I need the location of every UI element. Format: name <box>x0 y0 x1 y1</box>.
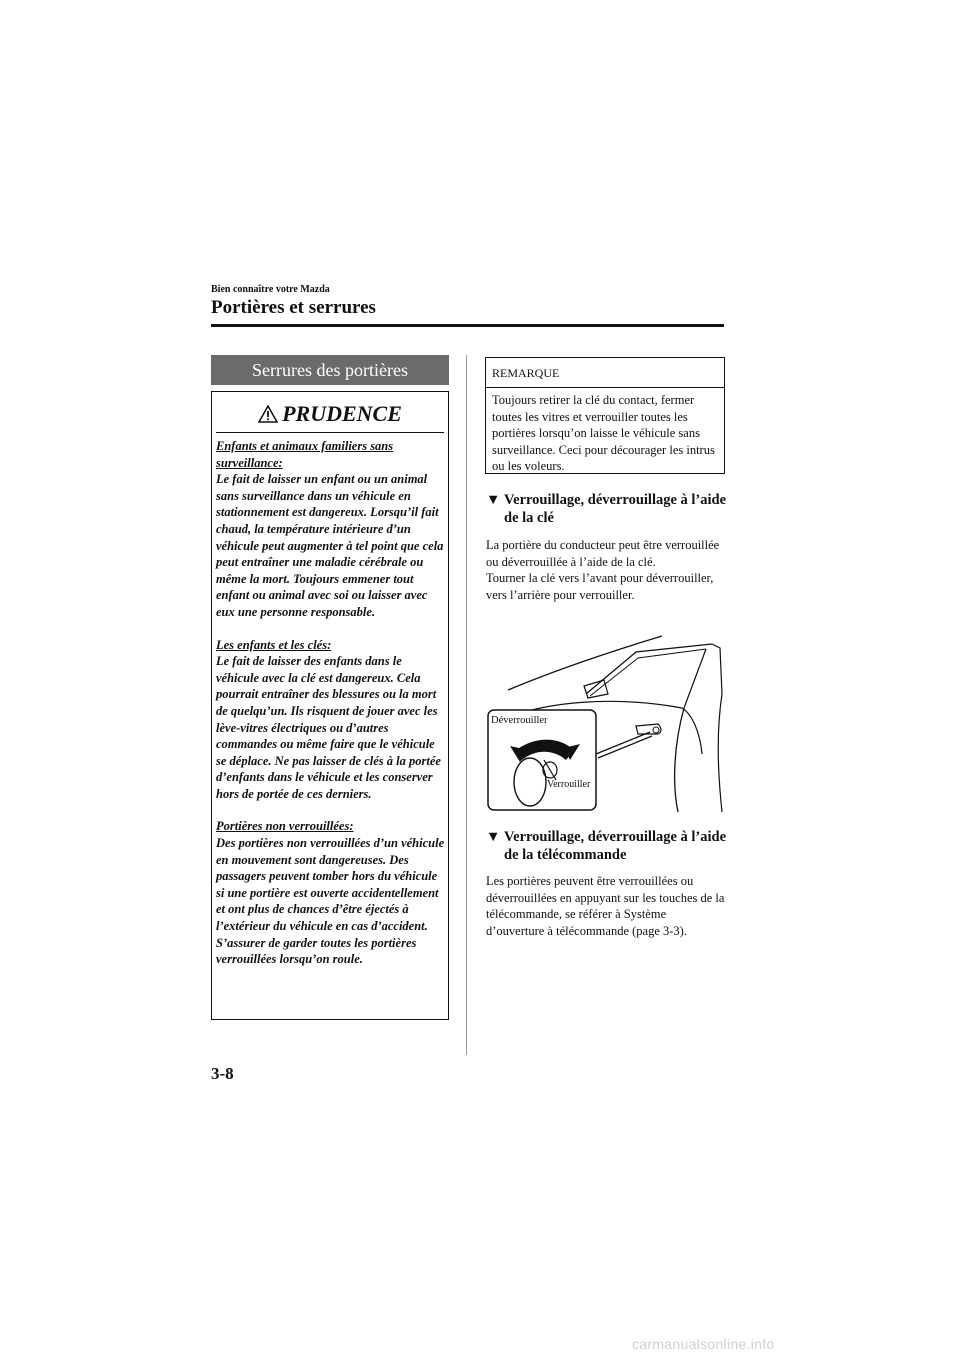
key-lock-text: La portière du conducteur peut être verrouillée ou déverrouillée à l’aide de la clé. Tourner la clé vers l’avant pour déverrouiller, vers l’arrière pour verrouiller. <box>486 538 720 602</box>
caution-heading: Portières non verrouillées: <box>216 819 354 834</box>
caution-box <box>211 391 449 1020</box>
caution-paragraph-children <box>216 438 446 621</box>
column-divider <box>466 355 467 1055</box>
caution-paragraph-doors <box>216 818 446 967</box>
warning-triangle-icon <box>258 405 278 423</box>
caution-title: PRUDENCE <box>212 400 448 428</box>
caution-paragraph-keys <box>216 637 446 803</box>
caution-text: Des portières non verrouillées d’un véhicule en mouvement sont dangereuses. Des passagers peuvent tomber hors du véhicule si une portière est ouverte accidentellement et ont plus de chances d’être éjectés à l’extérieur du véhicule en cas d’accident. S’assurer de garder toutes les portières verrouillées lorsqu’on roule. <box>216 836 445 967</box>
unlock-label: Déverrouiller <box>491 715 548 726</box>
triangle-down-icon: ▼ <box>486 492 501 508</box>
note-text: Toujours retirer la clé du contact, fermer toutes les vitres et verrouiller toutes les portières lorsqu’on laisse le véhicule sans surveillance. Ceci pour décourager les intrus ou les voleurs. <box>492 393 715 473</box>
subheading-remote-lock: ▼ Verrouillage, déverrouillage à l’aide de la télécommande <box>486 829 727 863</box>
caution-text: Le fait de laisser un enfant ou un animal sans surveillance dans un véhicule en stationnement est dangereux. Lorsqu’il fait chaud, la température intérieure d’un véhicule peut augmenter à tel point que cela peut entraîner une maladie cérébrale ou même la mort. Toujours emmener tout enfant ou animal avec soi ou laisser avec eux une personne responsable. <box>216 472 444 619</box>
header-rule <box>211 324 724 327</box>
subheading-key-lock: ▼ Verrouillage, déverrouillage à l’aide de la clé <box>486 492 727 526</box>
section-header: Bien connaître votre Mazda <box>211 284 330 295</box>
triangle-down-icon: ▼ <box>486 829 501 845</box>
caution-body <box>216 438 446 984</box>
caution-rule <box>216 432 444 433</box>
remote-lock-text: Les portières peuvent être verrouillées ou déverrouillées en appuyant sur les touches de la télécommande, se référer à Système d’ouverture à télécommande (page 3-3). <box>486 874 725 938</box>
lock-label: Verrouiller <box>547 779 591 790</box>
caution-heading: Enfants et animaux familiers sans surveillance: <box>216 439 394 470</box>
door-key-illustration <box>486 634 724 814</box>
note-title: REMARQUE <box>492 366 560 380</box>
note-rule <box>486 387 724 388</box>
caution-heading: Les enfants et les clés: <box>216 637 332 652</box>
note-box <box>485 357 725 474</box>
watermark: carmanualsonline.info <box>632 1336 775 1352</box>
page-number: 3-8 <box>211 1064 234 1083</box>
caution-text: Le fait de laisser des enfants dans le véhicule avec la clé est dangereux. Cela pourrait entraîner des blessures ou la mort de quelqu’un. Ils risquent de jouer avec les lève-vitres électriques ou d’autres commandes ou même faire que le véhicule se déplace. Ne pas laisser de clés à la portée d’enfants dans le véhicule et les conserver hors de portée de ces derniers. <box>216 654 441 801</box>
section-banner: Serrures des portières <box>211 355 449 385</box>
page-title: Portières et serrures <box>211 297 376 318</box>
